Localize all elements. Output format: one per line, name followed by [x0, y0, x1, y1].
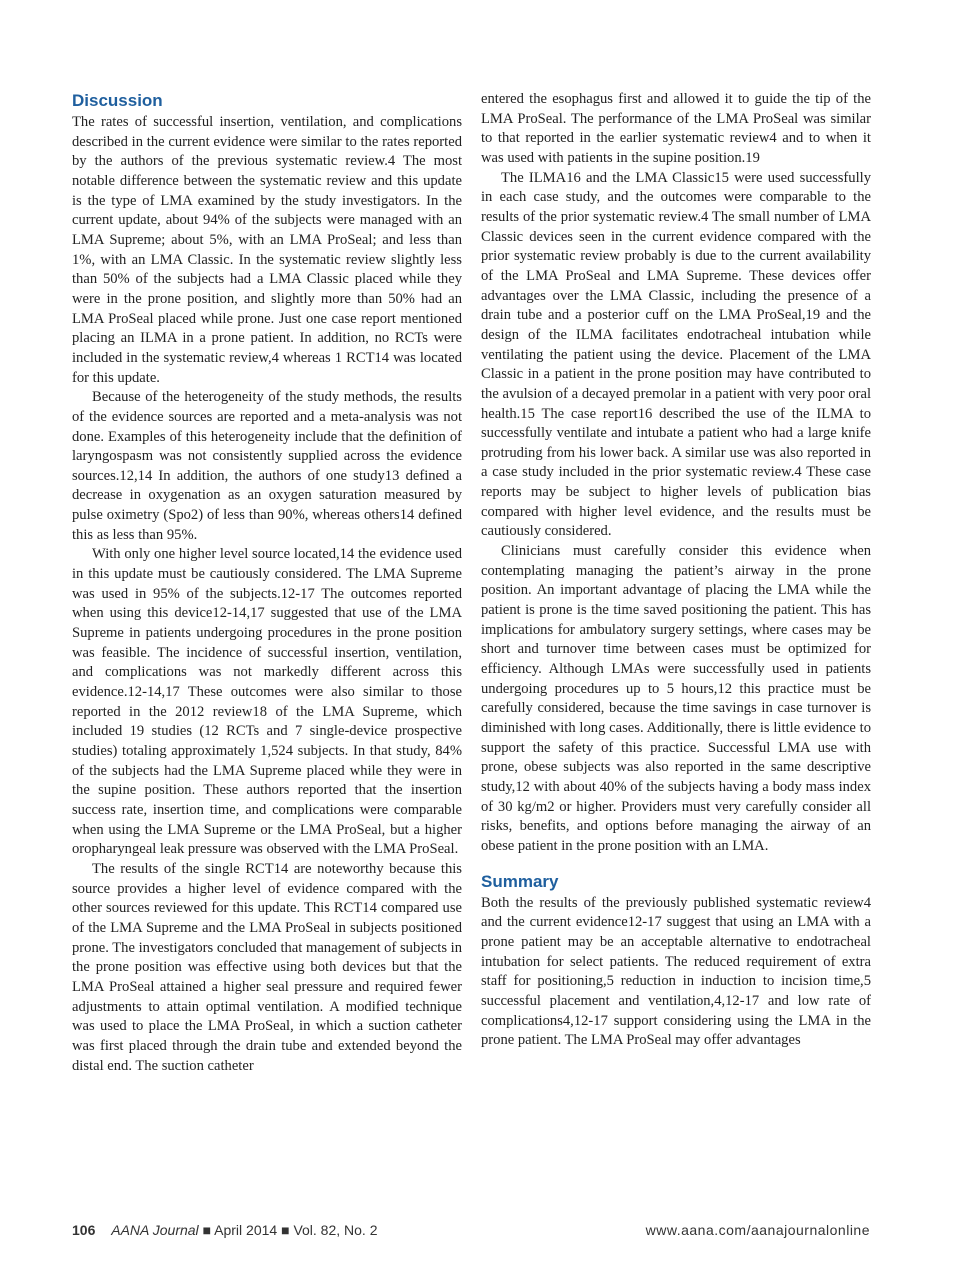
bullet-separator: ■ — [202, 1222, 215, 1238]
bullet-separator: ■ — [281, 1222, 294, 1238]
section-heading-discussion: Discussion — [72, 91, 163, 110]
section-heading-summary: Summary — [481, 871, 559, 891]
page-number: 106 — [72, 1222, 96, 1238]
page-footer — [72, 1222, 870, 1238]
paragraph: Because of the heterogeneity of the study methods, the results of the evidence sources are reported and a meta-analysis was not done. Examples of this heterogeneity include that the definition of laryngospasm was not consistently supplied across the evidence sources.12,14 In addition, the authors of one study13 defined a decrease in oxygenation as an oxygen saturation measured by pulse oximetry (Spo2) of less than 90%, whereas others14 defined this as less than 95%. — [72, 389, 462, 543]
journal-name: AANA Journal — [111, 1222, 199, 1238]
paragraph: Both the results of the previously published systematic review4 and the current evidence12-17 suggest that using an LMA with a prone patient may be an acceptable alternative to endotracheal intubation for select patients. The reduced requirement of extra staff for positioning,5 reduction in induction to incision time,5 successful placement and ventilation,4,12-17 and low rate of complications4,12-17 support considering using the LMA in the prone patient. The LMA ProSeal may offer advantages — [481, 894, 871, 1049]
paragraph: With only one higher level source located,14 the evidence used in this update must be cautiously considered. The LMA Supreme was used in 95% of the subjects.12-17 The outcomes reported when using this device12-14,17 suggested that use of the LMA Supreme in patients undergoing procedures in the prone position was feasible. The incidence of successful insertion, ventilation, and complications was not markedly different across this evidence.12-14,17 These outcomes were also similar to those reported in the 2012 review18 of the LMA Supreme, which included 19 studies (12 RCTs and 7 single-device prospective studies) totaling approximately 1,524 subjects. In that study, 84% of the subjects had the LMA Supreme placed while they were in the supine position. These authors reported that the insertion success rate, insertion time, and complications were comparable when using the LMA Supreme or the LMA ProSeal, but a higher oropharyngeal leak pressure was observed with the LMA ProSeal. — [72, 546, 462, 858]
paragraph: entered the esophagus first and allowed it to guide the tip of the LMA ProSeal. The performance of the LMA ProSeal was similar to that reported in the earlier systematic review4 and to when it was used with patients in the supine position.19 — [481, 91, 871, 166]
journal-website-link[interactable]: www.aana.com/aanajournalonline — [645, 1222, 870, 1238]
paragraph: Clinicians must carefully consider this evidence when contemplating managing the patient’s airway in the prone position. An important advantage of placing the LMA while the patient is prone is the time saved positioning the patient. This has implications for ambulatory surgery settings, where cases may be short and turnover time between cases must be optimized for efficiency. Although LMAs were successfully used in patients undergoing procedures up to 5 hours,12 this practice must be carefully considered, because the time savings in case turnover is diminished with long cases. Additionally, there is little evidence to support the safety of this practice. Successful LMA use with prone, obese subjects was also reported in the same descriptive study,12 with about 40% of the subjects having a body mass index of 30 kg/m2 or higher. Providers must very carefully consider all risks, benefits, and options before managing the airway of an obese patient in the prone position with an LMA. — [481, 543, 871, 854]
paragraph: The results of the single RCT14 are noteworthy because this source provides a higher level of evidence compared with the other sources reviewed for this update. This RCT14 compared use of the LMA Supreme and the LMA ProSeal in subjects positioned prone. The investigators concluded that management of subjects in the prone position was effective using both devices but that the LMA ProSeal attained a higher seal pressure and required fewer adjustments to attain optimal ventilation. A modified technique was used to place the LMA ProSeal, in which a suction catheter was first placed through the drain tube and extended beyond the distal end. The suction catheter — [72, 860, 463, 1074]
volume-info: Vol. 82, No. 2 — [293, 1222, 378, 1238]
issue-date: April 2014 — [214, 1222, 278, 1238]
paragraph: The ILMA16 and the LMA Classic15 were used successfully in each case study, and the outcomes were comparable to the results of the prior systematic review.4 The small number of LMA Classic devices seen in the current evidence compared with the prior systematic review probably is due to the current availability of the LMA ProSeal and LMA Supreme. These devices offer advantages over the LMA Classic, including the presence of a drain tube and a posterior cuff on the LMA ProSeal,19 and the design of the ILMA facilitates endotracheal intubation while ventilating the patient using the device. Placement of the LMA Classic in a patient in the prone position may have contributed to the avulsion of a decayed premolar in a patient with very poor oral health.15 The case report16 described the use of the ILMA to successfully ventilate and intubate a patient who had a large knife protruding from his lower back. A similar use was also reported in a case study included in the prior systematic review.4 These case reports may be subject to higher levels of publication bias compared with higher level evidence, and the results must be cautiously considered. — [481, 169, 871, 540]
right-column — [481, 90, 871, 1051]
paragraph: The rates of successful insertion, ventilation, and complications described in the current evidence were similar to the rates reported by the authors of the previous systematic review.4 The most notable difference between the systematic review and this update is the type of LMA examined by the study investigators. In the current update, about 94% of the subjects were managed with an LMA Supreme; about 5%, with an LMA ProSeal; and less than 1%, with an LMA Classic. In the systematic review slightly less than 50% of the subjects had a LMA Classic placed while they were in the prone position, and slightly more than 50% had an LMA ProSeal placed while prone. Just one case report mentioned placing an ILMA in a prone patient. In addition, no RCTs were included in the systematic review,4 whereas 1 RCT14 was located for this update. — [72, 114, 462, 386]
left-column — [72, 90, 462, 1076]
